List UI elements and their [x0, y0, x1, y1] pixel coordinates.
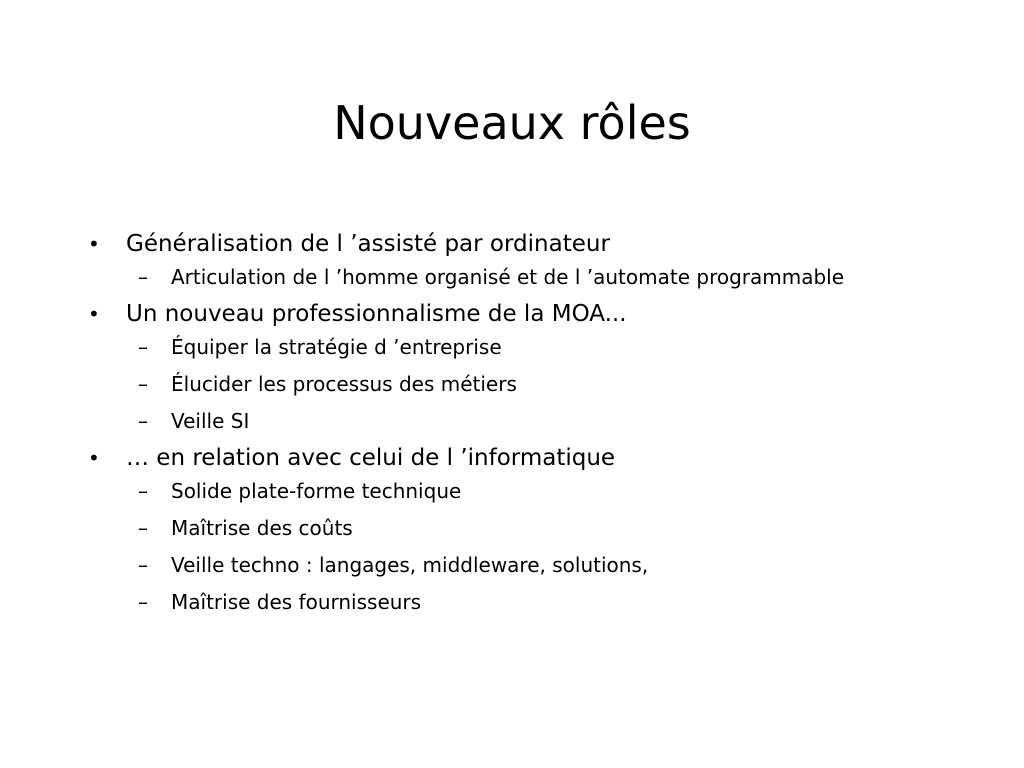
bullet-text: Généralisation de l ’assisté par ordinateur [126, 231, 610, 257]
bullet-item [86, 228, 966, 292]
sub-bullet-text: Articulation de l ’homme organisé et de l ’automate programmable [171, 265, 845, 289]
dash-icon: – [138, 590, 148, 614]
sub-bullet-item [126, 476, 966, 506]
dash-icon: – [138, 265, 148, 289]
sub-bullet-list [126, 476, 966, 617]
bullet-text: … en relation avec celui de l ’informatique [126, 445, 616, 471]
bullet-item [86, 298, 966, 436]
sub-bullet-item [126, 369, 966, 399]
dash-icon: – [138, 553, 148, 577]
sub-bullet-text: Équiper la stratégie d ’entreprise [171, 335, 502, 359]
bullet-icon: • [88, 446, 100, 470]
sub-bullet-text: Maîtrise des coûts [171, 516, 353, 540]
dash-icon: – [138, 516, 148, 540]
dash-icon: – [138, 335, 148, 359]
dash-icon: – [138, 479, 148, 503]
sub-bullet-item [126, 406, 966, 436]
sub-bullet-text: Maîtrise des fournisseurs [171, 590, 422, 614]
sub-bullet-item [126, 587, 966, 617]
sub-bullet-text: Veille SI [171, 409, 250, 433]
bullet-icon: • [88, 232, 100, 256]
bullet-text: Un nouveau professionnalisme de la MOA... [126, 301, 627, 327]
sub-bullet-text: Veille techno : langages, middleware, solutions, [171, 553, 649, 577]
sub-bullet-list [126, 262, 966, 292]
bullet-list [86, 228, 966, 617]
bullet-icon: • [88, 302, 100, 326]
sub-bullet-item [126, 513, 966, 543]
sub-bullet-text: Élucider les processus des métiers [171, 372, 517, 396]
sub-bullet-item [126, 550, 966, 580]
dash-icon: – [138, 372, 148, 396]
slide-title: Nouveaux rôles [333, 96, 691, 150]
sub-bullet-item [126, 332, 966, 362]
sub-bullet-list [126, 332, 966, 436]
sub-bullet-item [126, 262, 966, 292]
dash-icon: – [138, 409, 148, 433]
sub-bullet-text: Solide plate-forme technique [171, 479, 462, 503]
bullet-item [86, 442, 966, 617]
